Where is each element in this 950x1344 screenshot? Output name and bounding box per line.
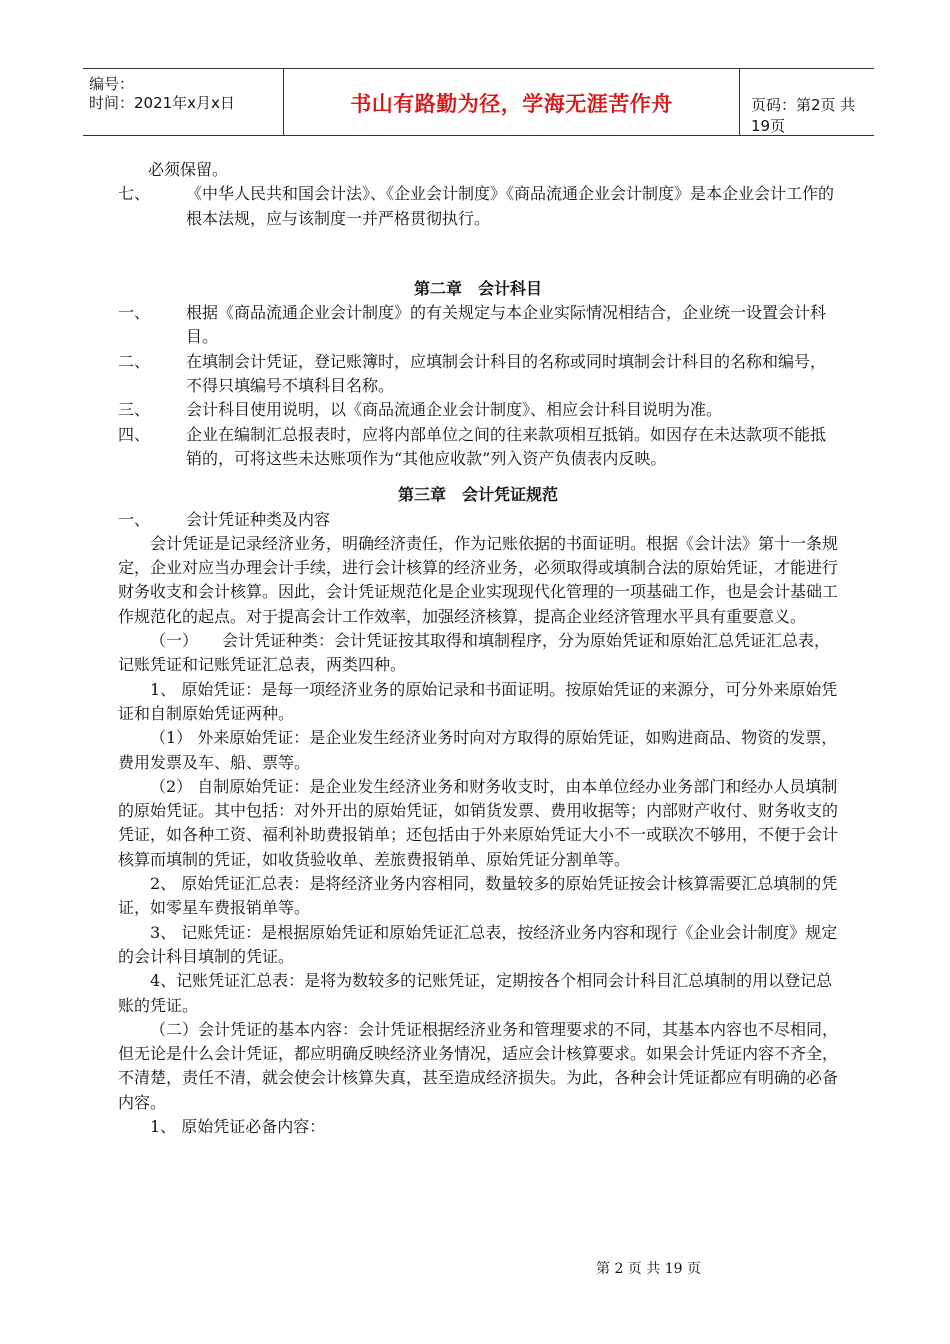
- paragraph: （1） 外来原始凭证：是企业发生经济业务时向对方取得的原始凭证，如购进商品、物资的发票，费用发票及车、船、票等。: [118, 728, 838, 772]
- list-number: 一、: [118, 509, 151, 529]
- list-text: 会计凭证种类及内容: [186, 509, 331, 529]
- page-header: [83, 68, 874, 136]
- document-date: 时间：2021年x月x日: [89, 94, 235, 112]
- list-text: 《中华人民共和国会计法》、《企业会计制度》《商品流通企业会计制度》是本企业会计工作的根本法规，应与该制度一并严格贯彻执行。: [186, 184, 835, 228]
- paragraph: 会计凭证是记录经济业务，明确经济责任，作为记账依据的书面证明。根据《会计法》第十一条规定，企业对应当办理会计手续，进行会计核算的经济业务，必须取得或填制合法的原始凭证，才能进行财务收支和会计核算。因此，会计凭证规范化是企业实现现代化管理的一项基础工作，也是会计基础工作规范化的起点。对于提高会计工作效率，加强经济核算，提高企业经济管理水平具有重要意义。: [118, 533, 839, 626]
- list-text: 根据《商品流通企业会计制度》的有关规定与本企业实际情况相结合，企业统一设置会计科目。: [186, 303, 827, 347]
- header-meta: [83, 69, 283, 135]
- list-text: 在填制会计凭证，登记账簿时，应填制会计科目的名称或同时填制会计科目的名称和编号，不得只填编号不填科目名称。: [186, 351, 827, 396]
- paragraph: 3、 记账凭证：是根据原始凭证和原始凭证汇总表，按经济业务内容和现行《企业会计制度》规定的会计科目填制的凭证。: [118, 922, 838, 966]
- header-motto: 书山有路勤为径，学海无涯苦作舟: [350, 92, 673, 116]
- paragraph: 2、 原始凭证汇总表：是将经济业务内容相同，数量较多的原始凭证按会计核算需要汇总填制的凭证，如零星车费报销单等。: [118, 874, 838, 918]
- header-page-info: 页码：第2页 共19页: [751, 96, 856, 135]
- paragraph: 1、 原始凭证必备内容：: [150, 1116, 326, 1136]
- header-divider: [739, 69, 740, 135]
- paragraph: 4、记账凭证汇总表：是将为数较多的记账凭证，定期按各个相同会计科目汇总填制的用以登记总账的凭证。: [118, 971, 833, 1015]
- document-body: [118, 158, 838, 1139]
- page-footer: 第 2 页 共 19 页: [596, 1261, 701, 1277]
- list-text: 企业在编制汇总报表时，应将内部单位之间的往来款项相互抵销。如因存在未达款项不能抵销的，可将这些未达账项作为“其他应收款”列入资产负债表内反映。: [186, 424, 827, 468]
- paragraph: （二）会计凭证的基本内容：会计凭证根据经济业务和管理要求的不同，其基本内容也不尽相同，但无论是什么会计凭证，都应明确反映经济业务情况，适应会计核算要求。如果会计凭证内容不齐全，不清楚，责任不清，就会使会计核算失真，甚至造成经济损失。为此，各种会计凭证都应有明确的必备内容。: [118, 1019, 839, 1112]
- paragraph: 必须保留。: [148, 160, 229, 179]
- document-number-label: 编号：: [89, 75, 135, 93]
- list-item: [118, 423, 838, 472]
- list-number: 四、: [118, 424, 151, 444]
- list-number: 七、: [118, 184, 151, 204]
- paragraph: 1、 原始凭证：是每一项经济业务的原始记录和书面证明。按原始凭证的来源分，可分外来原始凭证和自制原始凭证两种。: [118, 679, 838, 723]
- list-text: 会计科目使用说明，以《商品流通企业会计制度》、相应会计科目说明为准。: [186, 400, 723, 420]
- list-item: [118, 182, 838, 231]
- list-number: 三、: [118, 400, 151, 420]
- list-item: [118, 398, 838, 422]
- list-item: [118, 350, 838, 399]
- paragraph: （2） 自制原始凭证：是企业发生经济业务和财务收支时，由本单位经办业务部门和经办人员填制的原始凭证。其中包括：对外开出的原始凭证，如销货发票、费用收据等；内部财产收付、财务收支的凭证，如各种工资、福利补助费报销单；还包括由于外来原始凭证大小不一或联次不够用，不便于会计核算而填制的凭证，如收货验收单、差旅费报销单、原始凭证分割单等。: [118, 776, 839, 869]
- list-number: 一、: [118, 303, 151, 323]
- list-item: [118, 301, 838, 350]
- chapter-title: 第二章 会计科目: [413, 278, 542, 298]
- chapter-title: 第三章 会计凭证规范: [397, 485, 558, 505]
- paragraph: （一） 会计凭证种类：会计凭证按其取得和填制程序，分为原始凭证和原始汇总凭证汇总表，记账凭证和记账凭证汇总表，两类四种。: [118, 631, 831, 675]
- list-number: 二、: [118, 351, 151, 371]
- list-item: [118, 508, 838, 532]
